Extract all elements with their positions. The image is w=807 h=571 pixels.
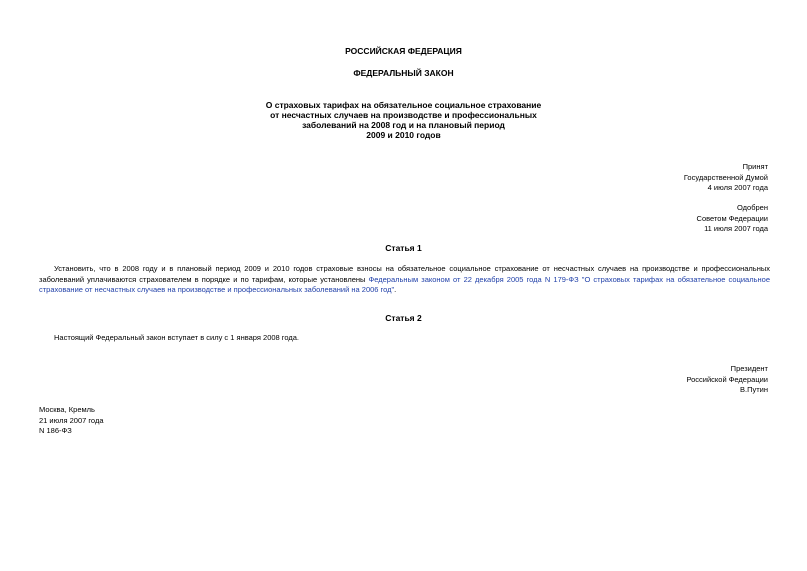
law-title-line: от несчастных случаев на производстве и профессиональных [270, 110, 537, 120]
article1-text-after: . [394, 285, 397, 294]
law-title-line: О страховых тарифах на обязательное социальное страхование [265, 100, 542, 110]
article1-heading: Статья 1 [385, 243, 422, 253]
country-heading: РОССИЙСКАЯ ФЕДЕРАЦИЯ [345, 46, 462, 56]
approved-block [697, 203, 768, 235]
place-city: Москва, Кремль [39, 405, 95, 414]
federal-law-179-link[interactable]: Федеральным законом от 22 декабря 2005 года N 179-ФЗ "О страховых тарифах на обязательное социальное страхование от несчастных случаев на производстве и профессиональных заболеваний на 2006 год" [39, 274, 770, 294]
law-number: N 186-ФЗ [39, 426, 72, 435]
approved-body: Советом Федерации [696, 213, 768, 223]
approved-date: 11 июля 2007 года [704, 224, 768, 233]
signature-country: Российской Федерации [686, 374, 768, 384]
signature-block [686, 364, 768, 396]
adopted-block [684, 162, 768, 194]
approved-label: Одобрен [737, 203, 768, 212]
place-date: 21 июля 2007 года [39, 415, 104, 425]
signature-title: Президент [730, 364, 768, 373]
article2-text: Настоящий Федеральный закон вступает в силу с 1 января 2008 года. [54, 333, 299, 342]
law-title-line: 2009 и 2010 годов [366, 130, 441, 140]
article1-text [39, 264, 770, 296]
place-block [39, 405, 104, 437]
adopted-date: 4 июля 2007 года [707, 183, 768, 192]
law-title [0, 100, 807, 140]
adopted-body: Государственной Думой [683, 172, 768, 182]
article2-heading: Статья 2 [385, 313, 422, 323]
law-title-line: заболеваний на 2008 год и на плановый период [302, 120, 505, 130]
article1-text-before: Установить, что в 2008 году и в плановый период 2009 и 2010 годов страховые взносы на обязательное социальное страхование от несчастных случаев на производстве и профессиональных заболеваний уплачиваются страхователем в порядке и по тарифам, которые установлены [39, 264, 770, 284]
doc-type-heading: ФЕДЕРАЛЬНЫЙ ЗАКОН [353, 68, 454, 78]
signature-name: В.Путин [740, 385, 768, 394]
adopted-label: Принят [742, 162, 768, 171]
